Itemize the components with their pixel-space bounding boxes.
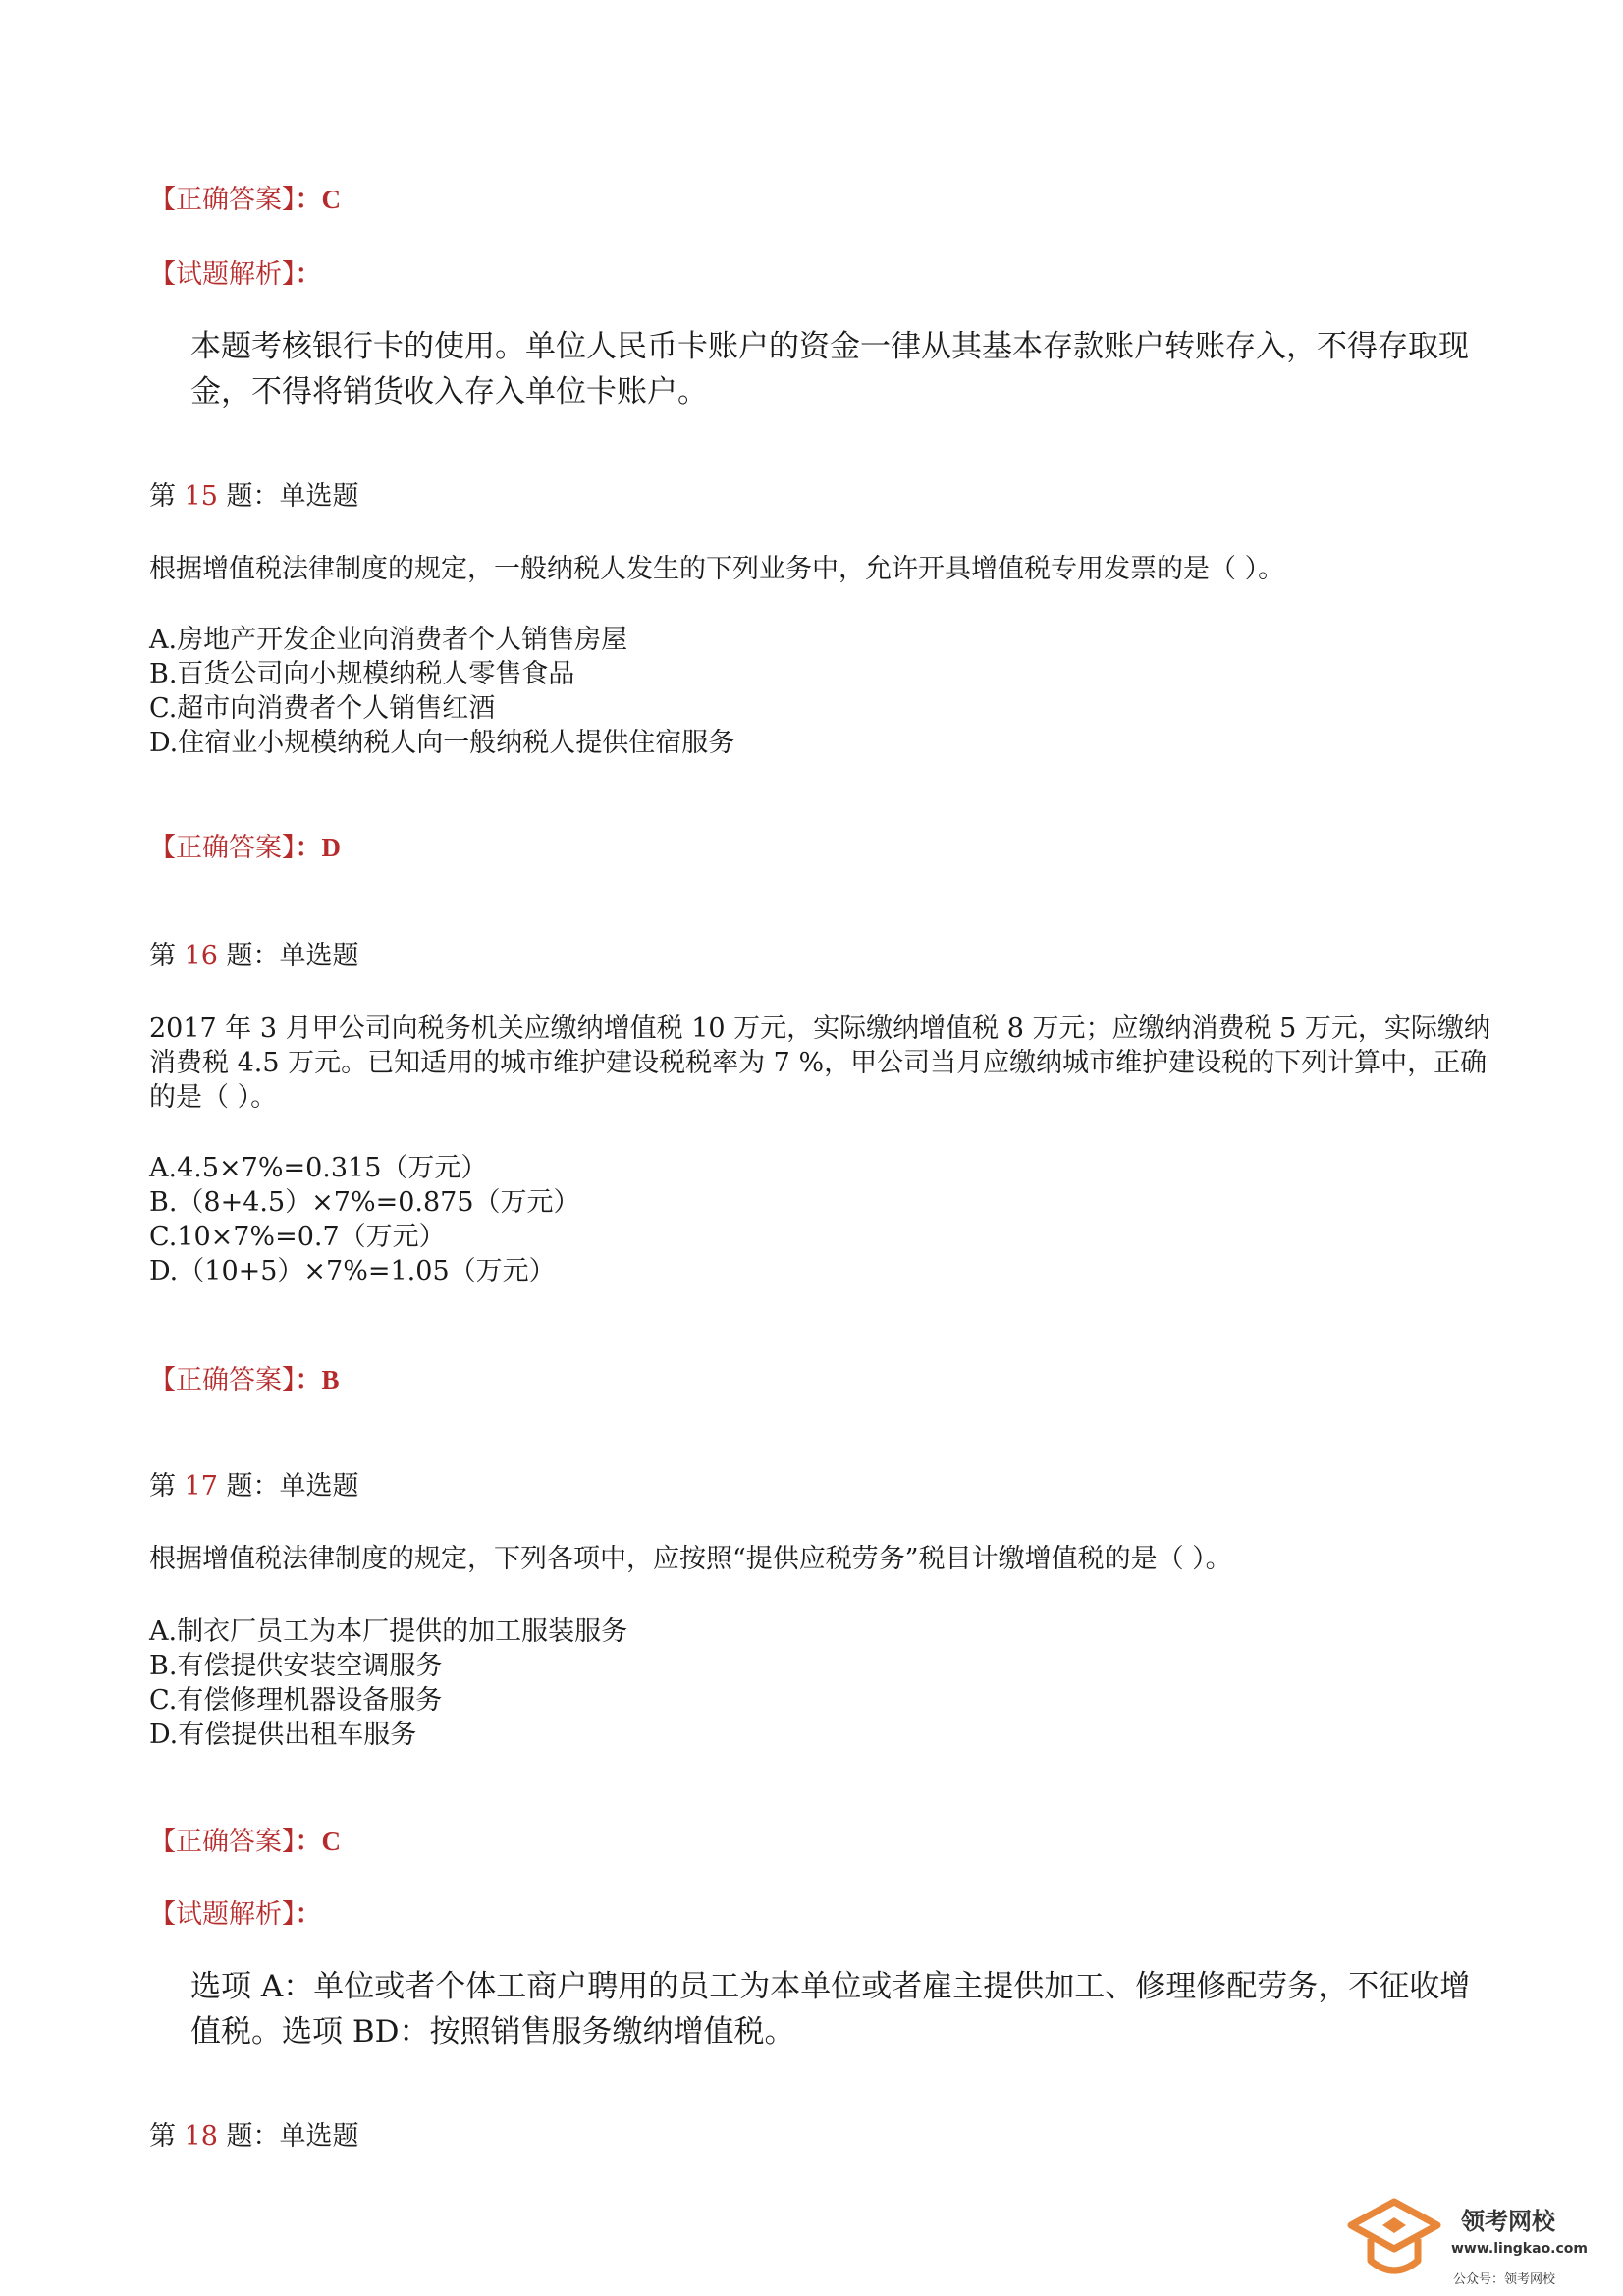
q17-option-c: C.有偿修理机器设备服务 xyxy=(149,1685,443,1716)
q15-stem: 根据增值税法律制度的规定，一般纳税人发生的下列业务中，允许开具增值税专用发票的是（ ）。 xyxy=(149,554,1285,584)
q14-analysis-text: 本题考核银行卡的使用。单位人民币卡账户的资金一律从其基本存款账户转账存入，不得存取现金，不得将销货收入存入单位卡账户。 xyxy=(190,329,1469,410)
q15-option-b: B.百货公司向小规模纳税人零售食品 xyxy=(149,659,575,689)
q16-suffix: 题：单选题 xyxy=(226,941,359,971)
q17-prefix: 第 xyxy=(149,1471,176,1502)
q18-prefix: 第 xyxy=(149,2121,176,2152)
q17-suffix: 题：单选题 xyxy=(226,1471,359,1502)
q17-number: 17 xyxy=(184,1471,218,1502)
analysis-tag: 【试题解析】 xyxy=(149,1899,296,1930)
q17-option-a: A.制衣厂员工为本厂提供的加工服装服务 xyxy=(149,1616,628,1647)
q18-suffix: 题：单选题 xyxy=(226,2121,359,2152)
brand-name: 领考网校 xyxy=(1461,2208,1555,2235)
q17-analysis-label xyxy=(149,1897,322,1932)
analysis-tag: 【试题解析】 xyxy=(149,259,296,290)
q16-option-a: A.4.5×7%=0.315（万元） xyxy=(149,1153,488,1183)
q15-answer-letter: D xyxy=(321,833,341,862)
q17-options xyxy=(149,1614,1504,1752)
q16-option-b: B.（8+4.5）×7%=0.875（万元） xyxy=(149,1187,580,1218)
answer-tag: 【正确答案】 xyxy=(149,185,296,215)
q18-header xyxy=(149,2119,359,2154)
q16-stem: 2017 年 3 月甲公司向税务机关应缴纳增值税 10 万元，实际缴纳增值税 8 万元；应缴纳消费税 5 万元，实际缴纳消费税 4.5 万元。已知适用的城市维护建设税税率为 7 %，甲公司当月应缴纳城市维护建设税的下列计算中，正确的是（ ）。 xyxy=(149,1013,1490,1113)
q15-option-c: C.超市向消费者个人销售红酒 xyxy=(149,693,496,724)
answer-colon: ： xyxy=(295,1365,322,1395)
brand-url: www.lingkao.com xyxy=(1451,2241,1589,2257)
q17-stem: 根据增值税法律制度的规定，下列各项中，应按照“提供应税劳务”税目计缴增值税的是（ ）。 xyxy=(149,1544,1232,1574)
q16-prefix: 第 xyxy=(149,941,176,971)
q18-number: 18 xyxy=(184,2121,218,2152)
q16-answer-letter: B xyxy=(321,1365,340,1394)
answer-tag: 【正确答案】 xyxy=(149,833,296,863)
q16-option-c: C.10×7%=0.7（万元） xyxy=(149,1222,446,1252)
analysis-colon: ： xyxy=(295,259,322,290)
q17-analysis-text: 选项 A：单位或者个体工商户聘用的员工为本单位或者雇主提供加工、修理修配劳务，不征收增值税。选项 BD：按照销售服务缴纳增值税。 xyxy=(190,1969,1471,2050)
q16-answer-line xyxy=(149,1363,340,1397)
brand-logo xyxy=(1345,2182,1600,2290)
q15-suffix: 题：单选题 xyxy=(226,481,359,512)
q15-option-a: A.房地产开发企业向消费者个人销售房屋 xyxy=(149,625,628,655)
q17-answer-letter: C xyxy=(321,1827,341,1856)
answer-colon: ： xyxy=(295,1827,322,1857)
q15-prefix: 第 xyxy=(149,481,176,512)
answer-colon: ： xyxy=(295,833,322,863)
q15-header xyxy=(149,479,359,514)
q14-analysis-label xyxy=(149,257,322,292)
q15-options xyxy=(149,623,1504,760)
answer-tag: 【正确答案】 xyxy=(149,1827,296,1857)
q16-header xyxy=(149,939,359,973)
brand-wechat: 公众号：领考网校 xyxy=(1453,2272,1556,2287)
q17-option-b: B.有偿提供安装空调服务 xyxy=(149,1651,443,1681)
q16-option-d: D.（10+5）×7%=1.05（万元） xyxy=(149,1256,556,1286)
q15-number: 15 xyxy=(184,481,218,512)
analysis-colon: ： xyxy=(295,1899,322,1930)
q17-answer-line xyxy=(149,1825,341,1859)
q17-header xyxy=(149,1469,359,1503)
q14-answer-line xyxy=(149,183,341,217)
graduation-cap-icon xyxy=(1345,2196,1443,2284)
q14-answer-letter: C xyxy=(321,185,341,214)
q15-answer-line xyxy=(149,831,341,865)
answer-tag: 【正确答案】 xyxy=(149,1365,296,1395)
answer-colon: ： xyxy=(295,185,322,215)
q15-option-d: D.住宿业小规模纳税人向一般纳税人提供住宿服务 xyxy=(149,728,735,758)
q16-options xyxy=(149,1151,1504,1288)
q17-option-d: D.有偿提供出租车服务 xyxy=(149,1720,417,1750)
q16-number: 16 xyxy=(184,941,218,971)
